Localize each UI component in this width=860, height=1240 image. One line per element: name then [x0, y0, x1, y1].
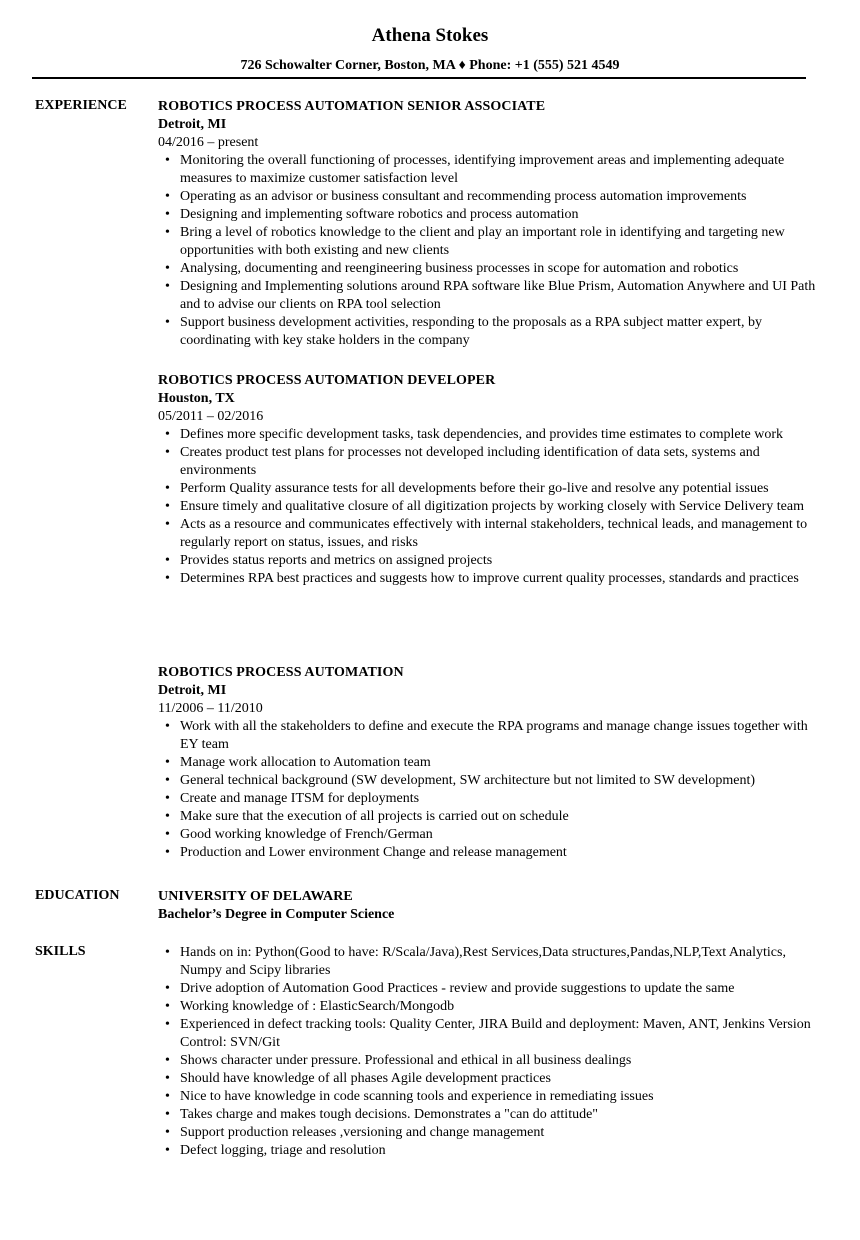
skill-item: • Drive adoption of Automation Good Practices - review and provide suggestions to update the same: [158, 980, 818, 998]
bullet-item: • Make sure that the execution of all projects is carried out on schedule: [158, 808, 818, 826]
job-dates: 04/2016 – present: [158, 135, 259, 150]
skill-item: • Defect logging, triage and resolution: [158, 1142, 818, 1160]
bullet-item: • Manage work allocation to Automation team: [158, 754, 818, 772]
job-bullets: [158, 718, 818, 862]
education-entry: [158, 888, 818, 924]
job-location: Detroit, MI: [158, 117, 227, 132]
skill-item: • Hands on in: Python(Good to have: R/Scala/Java),Rest Services,Data structures,Pandas,NLP,Text Analytics, Numpy and Scipy libraries: [158, 944, 818, 980]
school-name: UNIVERSITY OF DELAWARE: [158, 889, 353, 904]
bullet-item: • Provides status reports and metrics on assigned projects: [158, 552, 818, 570]
bullet-item: • Create and manage ITSM for deployments: [158, 790, 818, 808]
job-dates: 05/2011 – 02/2016: [158, 409, 264, 424]
bullet-item: • Bring a level of robotics knowledge to the client and play an important role in identifying and targeting new opportunities with both existing and new clients: [158, 224, 818, 260]
skills-heading: SKILLS: [35, 944, 86, 959]
skill-item: • Experienced in defect tracking tools: Quality Center, JIRA Build and deployment: Maven, ANT, Jenkins Version Control: SVN/Git: [158, 1016, 818, 1052]
bullet-item: • Operating as an advisor or business consultant and recommending process automation improvements: [158, 188, 818, 206]
bullet-item: • Creates product test plans for processes not developed including identification of data sets, systems and environments: [158, 444, 818, 480]
bullet-item: • Defines more specific development tasks, task dependencies, and provides time estimates to complete work: [158, 426, 818, 444]
skills-bullets: [158, 944, 818, 1160]
job-entry: [158, 664, 818, 862]
bullet-item: • Monitoring the overall functioning of processes, identifying improvement areas and implementing adequate measures to maximize customer satisfaction level: [158, 152, 818, 188]
skills-list: [158, 944, 818, 1160]
skill-item: • Shows character under pressure. Professional and ethical in all business dealings: [158, 1052, 818, 1070]
job-dates: 11/2006 – 11/2010: [158, 701, 263, 716]
job-bullets: [158, 152, 818, 350]
bullet-item: • Acts as a resource and communicates effectively with internal stakeholders, technical leads, and management to regularly report on status, issues, and risks: [158, 516, 818, 552]
degree: Bachelor’s Degree in Computer Science: [158, 907, 395, 922]
job-entry: [158, 372, 818, 588]
skill-item: • Working knowledge of : ElasticSearch/Mongodb: [158, 998, 818, 1016]
education-heading: EDUCATION: [35, 888, 120, 903]
bullet-item: • Support business development activities, responding to the proposals as a RPA subject matter expert, by coordinating with key stake holders in the company: [158, 314, 818, 350]
job-title: ROBOTICS PROCESS AUTOMATION: [158, 665, 404, 680]
bullet-item: • Perform Quality assurance tests for all developments before their go-live and resolve any potential issues: [158, 480, 818, 498]
bullet-item: • Analysing, documenting and reengineering business processes in scope for automation and robotics: [158, 260, 818, 278]
job-title: ROBOTICS PROCESS AUTOMATION SENIOR ASSOCIATE: [158, 99, 546, 114]
skill-item: • Should have knowledge of all phases Agile development practices: [158, 1070, 818, 1088]
bullet-item: • General technical background (SW development, SW architecture but not limited to SW development): [158, 772, 818, 790]
bullet-item: • Good working knowledge of French/German: [158, 826, 818, 844]
bullet-item: • Determines RPA best practices and suggests how to improve current quality processes, standards and practices: [158, 570, 818, 588]
job-title: ROBOTICS PROCESS AUTOMATION DEVELOPER: [158, 373, 496, 388]
job-bullets: [158, 426, 818, 588]
experience-heading: EXPERIENCE: [35, 98, 127, 113]
header-divider: [32, 77, 806, 79]
contact-line: 726 Schowalter Corner, Boston, MA ♦ Phone: +1 (555) 521 4549: [240, 58, 620, 73]
candidate-name: Athena Stokes: [371, 25, 489, 46]
bullet-item: • Ensure timely and qualitative closure of all digitization projects by working closely with Service Delivery team: [158, 498, 818, 516]
skill-item: • Support production releases ,versioning and change management: [158, 1124, 818, 1142]
job-location: Houston, TX: [158, 391, 235, 406]
job-entry: [158, 98, 818, 350]
bullet-item: • Production and Lower environment Change and release management: [158, 844, 818, 862]
skill-item: • Nice to have knowledge in code scanning tools and experience in remediating issues: [158, 1088, 818, 1106]
bullet-item: • Designing and Implementing solutions around RPA software like Blue Prism, Automation Anywhere and UI Path and to advise our clients on RPA tool selection: [158, 278, 818, 314]
bullet-item: • Designing and implementing software robotics and process automation: [158, 206, 818, 224]
bullet-item: • Work with all the stakeholders to define and execute the RPA programs and manage change issues together with EY team: [158, 718, 818, 754]
job-location: Detroit, MI: [158, 683, 227, 698]
skill-item: • Takes charge and makes tough decisions. Demonstrates a "can do attitude": [158, 1106, 818, 1124]
